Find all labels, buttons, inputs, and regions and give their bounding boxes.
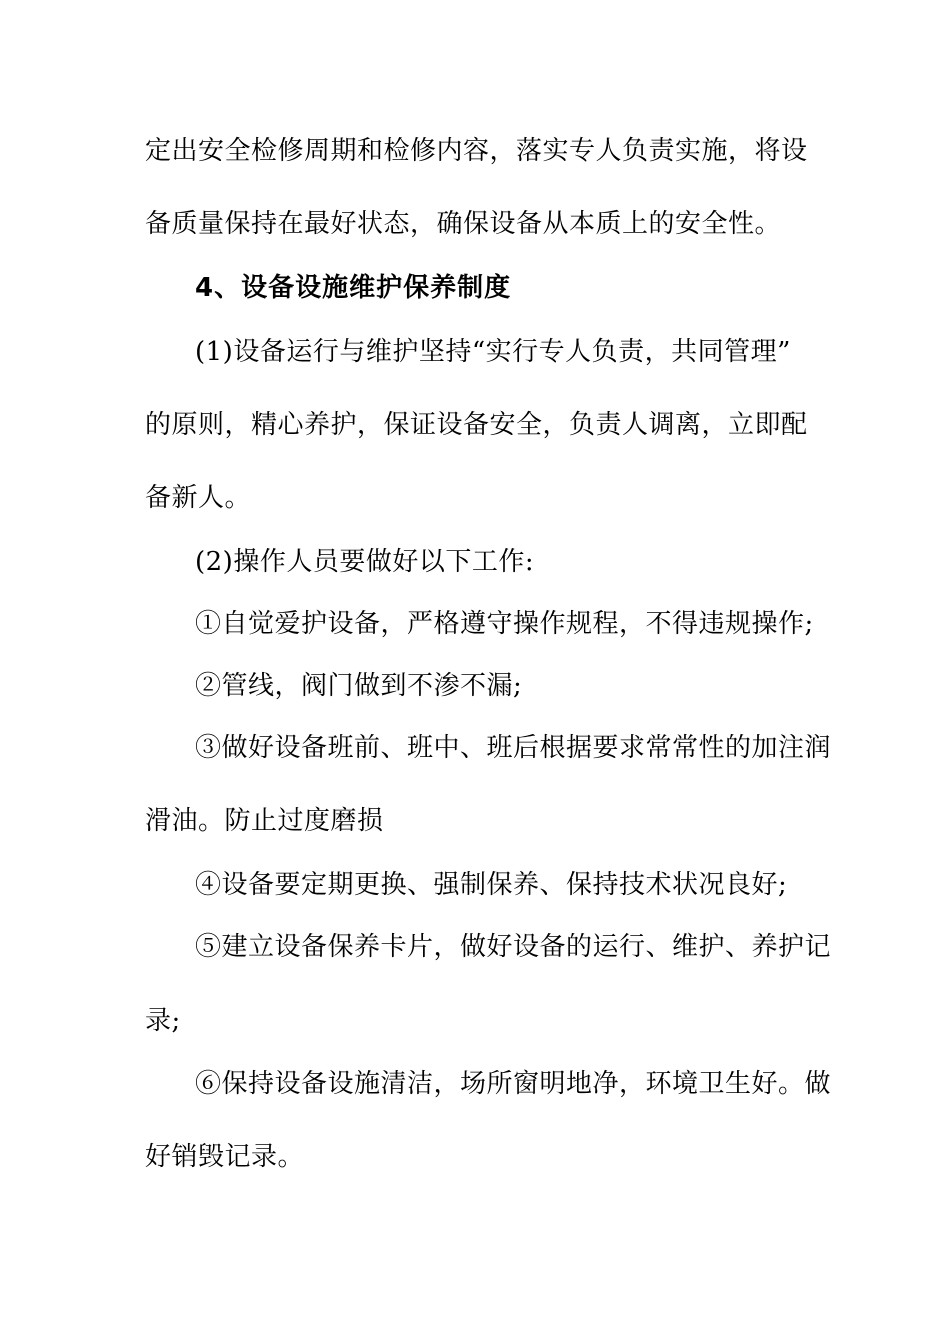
paragraph-line: 备质量保持在最好状态，确保设备从本质上的安全性。 [145, 209, 782, 239]
list-item-continuation: 录; [145, 1006, 181, 1036]
list-item-continuation: 滑油。防止过度磨损 [145, 806, 384, 836]
list-item: ④设备要定期更换、强制保养、保持技术状况良好; [195, 870, 788, 900]
list-item: ①自觉爱护设备，严格遵守操作规程，不得违规操作; [195, 609, 814, 639]
paragraph-line: 的原则，精心养护，保证设备安全，负责人调离，立即配 [145, 410, 808, 440]
paragraph-line: 备新人。 [145, 483, 252, 513]
list-item: ②管线，阀门做到不渗不漏; [195, 671, 523, 701]
section-heading: 4、设备设施维护保养制度 [195, 273, 512, 303]
paragraph-line: (1)设备运行与维护坚持“实行专人负责，共同管理” [195, 337, 791, 367]
list-item: ⑥保持设备设施清洁，场所窗明地净，环境卫生好。做 [195, 1069, 832, 1099]
list-item-continuation: 好销毁记录。 [145, 1142, 305, 1172]
list-item: ⑤建立设备保养卡片，做好设备的运行、维护、养护记 [195, 932, 832, 962]
paragraph-line: (2)操作人员要做好以下工作: [195, 547, 535, 577]
list-item: ③做好设备班前、班中、班后根据要求常常性的加注润 [195, 733, 832, 763]
paragraph-line: 定出安全检修周期和检修内容，落实专人负责实施，将设 [145, 136, 808, 166]
